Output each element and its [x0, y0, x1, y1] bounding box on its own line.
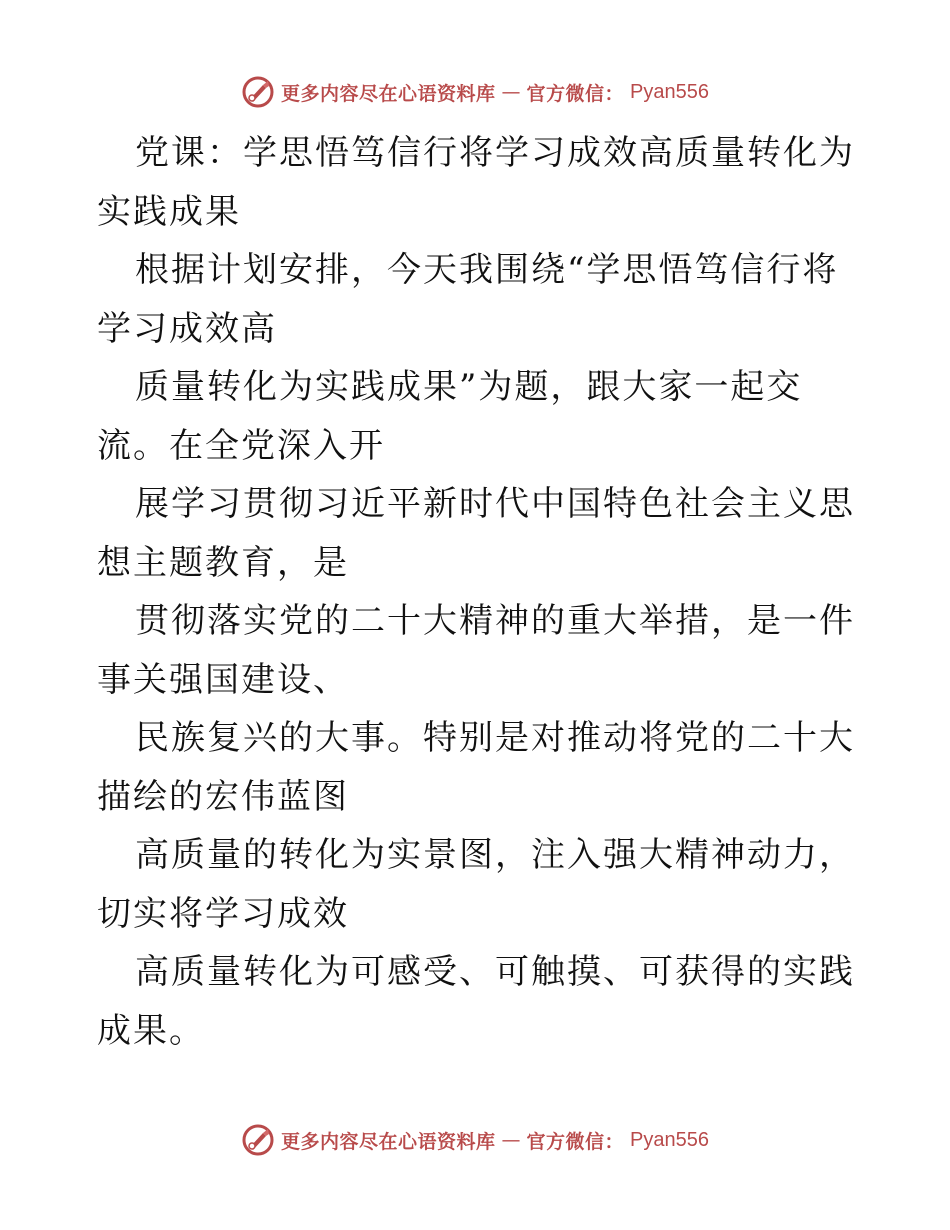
- document-paragraph: 根据计划安排，今天我围绕“学思悟笃信行将学习成效高: [97, 250, 839, 349]
- banner-wechat-handle: Pyan556: [630, 1128, 709, 1151]
- banner-separator: —: [501, 1129, 521, 1151]
- banner-wechat-handle: Pyan556: [630, 80, 709, 103]
- document-body: [97, 124, 857, 1060]
- document-paragraph: 高质量的转化为实景图，注入强大精神动力，切实将学习成效: [97, 835, 855, 934]
- header-banner: [0, 72, 950, 112]
- document-paragraph: 民族复兴的大事。特别是对推动将党的二十大描绘的宏伟蓝图: [97, 718, 855, 817]
- document-paragraph: 质量转化为实践成果”为题，跟大家一起交流。在全党深入开: [97, 367, 803, 466]
- document-paragraph: 贯彻落实党的二十大精神的重大举措，是一件事关强国建设、: [97, 601, 855, 700]
- banner-wechat-label: 官方微信：: [526, 82, 625, 105]
- banner-text: 更多内容尽在心语资料库: [281, 1130, 496, 1153]
- quill-seal-logo-icon: [241, 75, 275, 109]
- document-paragraph: 党课：学思悟笃信行将学习成效高质量转化为实践成果: [97, 133, 855, 232]
- banner-wechat-label: 官方微信：: [526, 1130, 625, 1153]
- footer-banner: [0, 1120, 950, 1160]
- document-paragraph: 高质量转化为可感受、可触摸、可获得的实践成果。: [97, 952, 855, 1051]
- quill-seal-logo-icon: [241, 1123, 275, 1157]
- document-paragraph: 展学习贯彻习近平新时代中国特色社会主义思想主题教育，是: [97, 484, 855, 583]
- banner-separator: —: [501, 81, 521, 103]
- banner-text: 更多内容尽在心语资料库: [281, 82, 496, 105]
